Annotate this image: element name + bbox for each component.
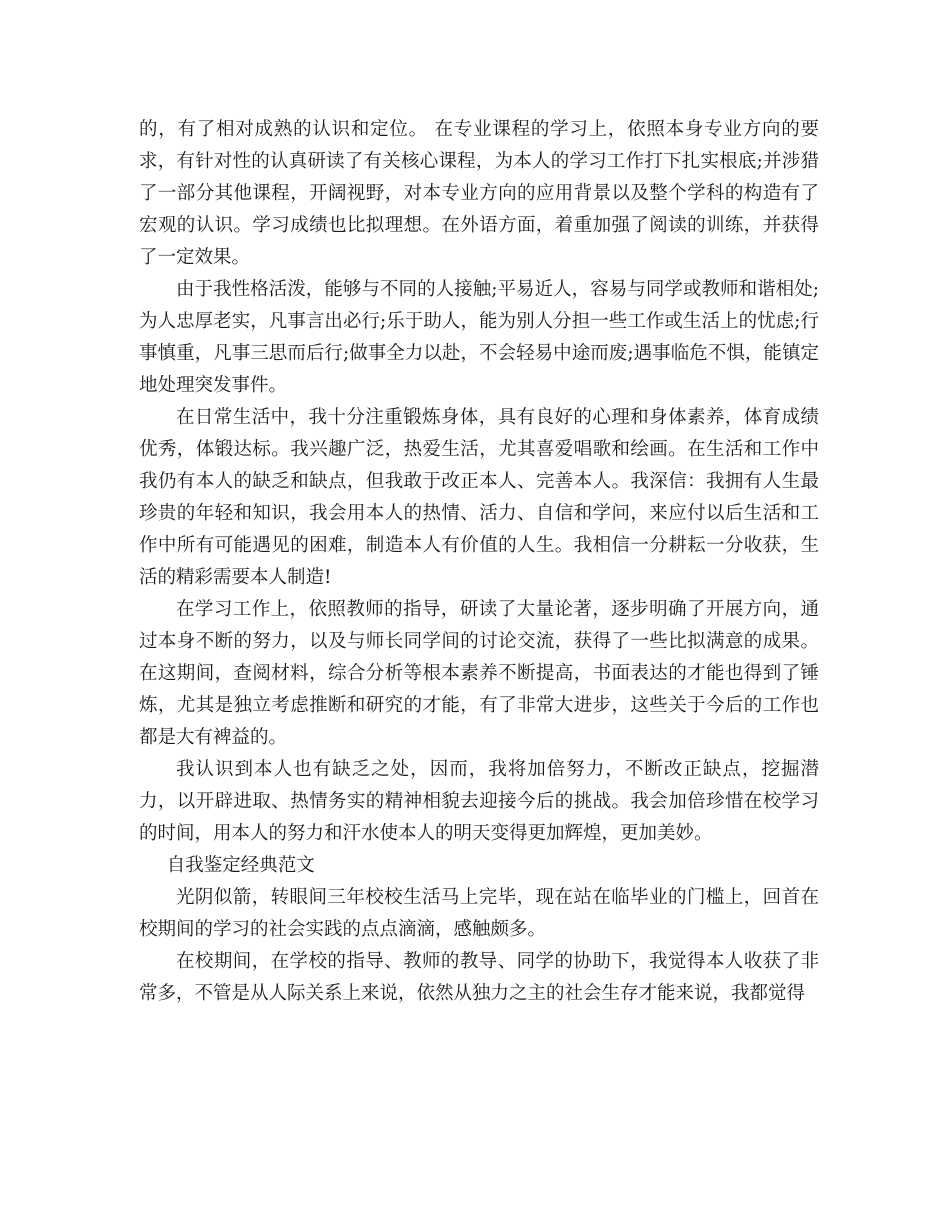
paragraph-continued: 的，有了相对成熟的认识和定位。 在专业课程的学习上，依照本身专业方向的要求，有针对性的认真研读了有关核心课程，为本人的学习工作打下扎实根底;并涉猎了一部分其他课程，开阔视野，对本专业方向的应用背景以及整个学科的构造有了宏观的认识。学习成绩也比拟理想。在外语方面，着重加强了阅读的训练，并获得了一定效果。	[139, 119, 819, 268]
section-heading: 自我鉴定经典范文	[166, 855, 315, 876]
paragraph-time-flies: 光阴似箭，转眼间三年校校生活马上完毕，现在站在临毕业的门槛上，回首在校期间的学习的社会实践的点点滴滴，感触颇多。	[139, 887, 819, 940]
paragraph-school-period: 在校期间，在学校的指导、教师的教导、同学的协助下，我觉得本人收获了非常多，不管是从人际关系上来说，依然从独力之主的社会生存才能来说，我都觉得	[139, 951, 819, 1004]
paragraph-daily-life: 在日常生活中，我十分注重锻炼身体，具有良好的心理和身体素养，体育成绩优秀，体锻达标。我兴趣广泛，热爱生活，尤其喜爱唱歌和绘画。在生活和工作中我仍有本人的缺乏和缺点，但我敢于改正本人、完善本人。我深信：我拥有人生最珍贵的年轻和知识，我会用本人的热情、活力、自信和学问，来应付以后生活和工作中所有可能遇见的困难，制造本人有价值的人生。我相信一分耕耘一分收获，生活的精彩需要本人制造!	[139, 407, 819, 588]
paragraph-shortcomings: 我认识到本人也有缺乏之处，因而，我将加倍努力，不断改正缺点，挖掘潜力，以开辟进取、热情务实的精神相貌去迎接今后的挑战。我会加倍珍惜在校学习的时间，用本人的努力和汗水使本人的明天变得更加辉煌，更加美妙。	[139, 759, 819, 844]
paragraph-personality: 由于我性格活泼，能够与不同的人接触;平易近人，容易与同学或教师和谐相处;为人忠厚老实，凡事言出必行;乐于助人，能为别人分担一些工作或生活上的忧虑;行事慎重，凡事三思而后行;做事全力以赴，不会轻易中途而废;遇事临危不惧，能镇定地处理突发事件。	[139, 279, 819, 396]
document-body	[139, 114, 819, 1010]
paragraph-study-work: 在学习工作上，依照教师的指导，研读了大量论著，逐步明确了开展方向，通过本身不断的努力，以及与师长同学间的讨论交流，获得了一些比拟满意的成果。在这期间，查阅材料，综合分析等根本素养不断提高，书面表达的才能也得到了锤炼，尤其是独立考虑推断和研究的才能，有了非常大进步，这些关于今后的工作也都是大有裨益的。	[139, 599, 819, 748]
